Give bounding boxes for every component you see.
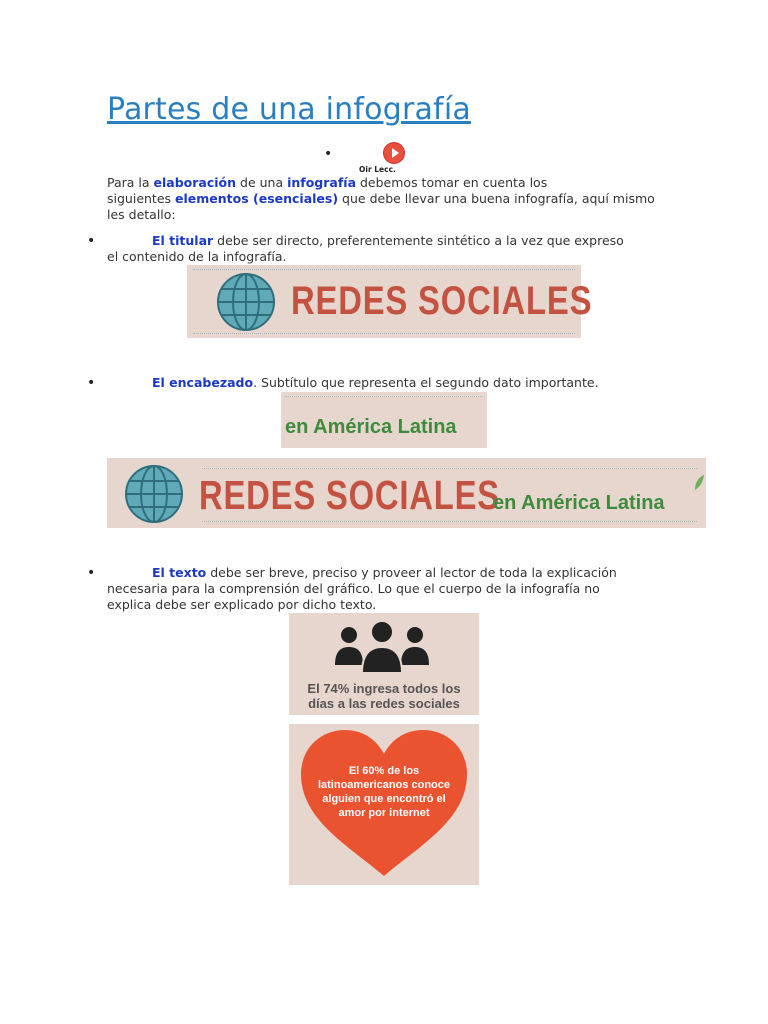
caption-line: alguien que encontró el [322,793,446,805]
intro-text: Para la [107,175,154,190]
combined-banner-image [107,458,706,528]
bullet: • [324,146,333,162]
keyword-infografia: infografía [287,175,357,190]
audio-label[interactable]: Oir Lecc. [359,165,396,174]
item-key: El titular [152,233,214,248]
people-stat-image [289,613,479,715]
people-icon [333,617,431,673]
bullet: • [87,233,96,249]
globe-icon [215,271,277,333]
caption-line: El 74% ingresa todos los [307,681,461,696]
america-latina-text: en América Latina [493,492,665,514]
item-text: necesaria para la comprensión del gráfico. Lo que el cuerpo de la infografía no [107,581,600,596]
bullet: • [87,565,96,581]
item-text: el contenido de la infografía. [107,249,287,264]
intro-text: siguientes [107,191,176,206]
intro-paragraph [107,175,687,223]
caption-line: latinoamericanos conoce [317,779,451,791]
list-item-texto [107,565,707,613]
globe-icon [123,463,185,525]
keyword-elementos: elementos (esenciales) [175,191,339,206]
redes-sociales-text: REDES SOCIALES [291,279,593,323]
people-stat-caption [289,681,479,711]
item-text: explica debe ser explicado por dicho texto. [107,597,377,612]
item-text: debe ser breve, preciso y proveer al lector de toda la explicación [206,565,617,580]
item-text: . Subtítulo que representa el segundo dato importante. [253,375,599,390]
list-item-encabezado [107,375,687,391]
intro-text: les detallo: [107,207,176,222]
item-text: debe ser directo, preferentemente sintético a la vez que expreso [213,233,624,248]
page-title[interactable]: Partes de una infografía [107,92,471,127]
play-icon[interactable] [384,143,404,163]
intro-text: de una [236,175,288,190]
keyword-elaboracion: elaboración [153,175,237,190]
item-key: El encabezado [152,375,254,390]
heart-stat-image [289,724,479,885]
intro-text: debemos tomar en cuenta los [356,175,548,190]
titular-banner-image [187,265,593,338]
caption-line: días a las redes sociales [308,696,460,711]
intro-text: que debe llevar una buena infografía, aquí mismo [338,191,655,206]
bullet: • [87,375,96,391]
america-latina-text: en América Latina [285,416,457,438]
caption-line: El 60% de los [348,765,420,777]
encabezado-banner-image [281,392,487,448]
list-item-titular [107,233,687,265]
redes-sociales-text: REDES SOCIALES [199,472,500,518]
heart-stat-caption [289,764,479,820]
item-key: El texto [152,565,207,580]
caption-line: amor por internet [338,807,430,819]
leaf-icon [693,474,705,492]
